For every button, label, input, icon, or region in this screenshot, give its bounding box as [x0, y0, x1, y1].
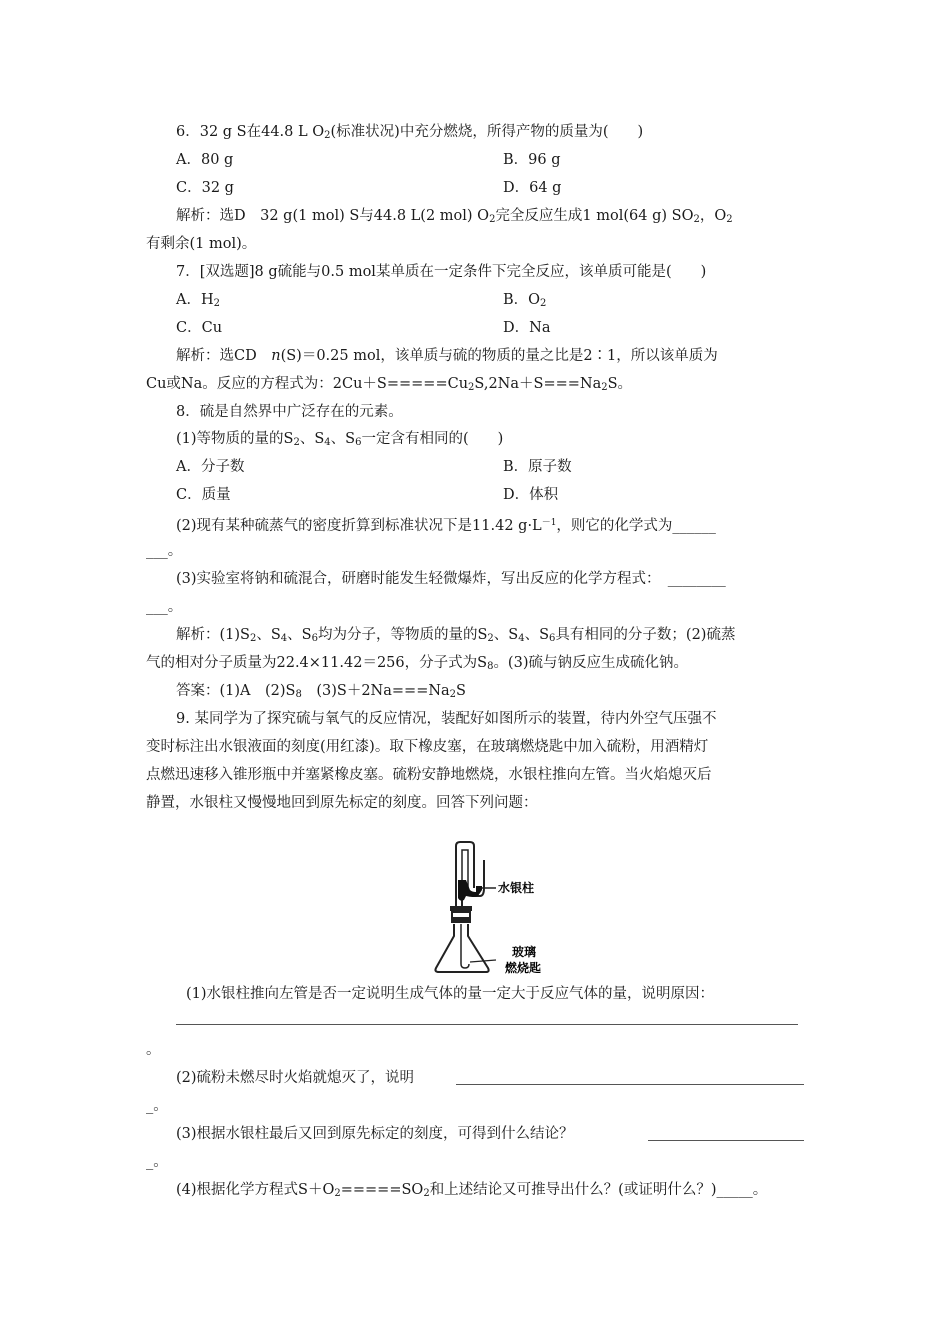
q9-stem-line4: 静置，水银柱又慢慢地回到原先标定的刻度。回答下列问题： — [146, 795, 538, 811]
q7-option-b: B．$O_2$ — [503, 292, 547, 309]
q8-part2-end: ___。 — [146, 543, 183, 559]
q6-option-d: D．64 g — [503, 180, 562, 196]
q8-part1: (1)等物质的量的$S_2$、$S_4$、$S_6$一定含有相同的( ) — [176, 431, 504, 448]
q9-stem-line3: 点燃迅速移入锥形瓶中并塞紧橡皮塞。硫粉安静地燃烧，水银柱推向左管。当火焰熄灭后 — [146, 767, 712, 783]
q8-option-a: A．分子数 — [176, 459, 245, 475]
q8-part3: (3)实验室将钠和硫混合，研磨时能发生轻微爆炸，写出反应的化学方程式： ________ — [176, 571, 726, 587]
q8-option-d: D．体积 — [503, 487, 559, 503]
q9-part3-end: _。 — [146, 1154, 168, 1170]
q9-part2-end: _。 — [146, 1098, 168, 1114]
q6-stem: 6．32 g S在44.8 L $O_2$(标准状况)中充分燃烧，所得产物的质量为( ) — [176, 124, 644, 141]
q8-analysis-line2: 气的相对分子质量为22.4×11.42＝256，分子式为$S_8$。(3)硫与钠反应生成硫化钠。 — [146, 655, 688, 672]
q9-part2: (2)硫粉未燃尽时火焰就熄灭了，说明 — [176, 1070, 415, 1086]
q9-stem-line1: 9. 某同学为了探究硫与氧气的反应情况，装配好如图所示的装置，待内外空气压强不 — [176, 711, 717, 727]
q8-option-b: B．原子数 — [503, 459, 572, 475]
conical-flask — [435, 924, 488, 972]
stopper — [452, 912, 470, 918]
q9-part4: (4)根据化学方程式$S+O_2=====SO_2$和上述结论又可推导出什么？(或证明什么？)_____。 — [176, 1182, 768, 1199]
apparatus-figure — [430, 840, 590, 980]
q9-part1-end: 。 — [146, 1042, 161, 1058]
q8-stem: 8．硫是自然界中广泛存在的元素。 — [176, 404, 403, 420]
mercury-column — [458, 880, 482, 901]
q6-analysis-line1: 解析：选D 32 g(1 mol) S与44.8 L(2 mol) $O_2$完全反应生成1 mol(64 g) $SO_2$，$O_2$ — [176, 208, 733, 225]
q8-option-c: C．质量 — [176, 487, 231, 503]
label-spoon: 燃烧匙 — [505, 961, 542, 975]
q8-answer: 答案：(1)A $(2)S_8$ $(3)S+2Na===Na_2S$ — [176, 683, 466, 700]
q6-analysis-line2: 有剩余(1 mol)。 — [146, 236, 257, 252]
label-glass: 玻璃 — [512, 945, 537, 959]
stopper-bottom — [451, 919, 471, 923]
q7-option-d: D．Na — [503, 320, 551, 336]
q7-analysis-line2: Cu或Na。反应的方程式为：$2Cu+S=====Cu_2S,2Na+S===Na_2S$。 — [146, 376, 633, 393]
q8-analysis-line1: 解析：$(1)S_2$、$S_4$、$S_6$均为分子，等物质的量的$S_2$、$S_4$、$S_6$具有相同的分子数；(2)硫蒸 — [176, 627, 736, 644]
q6-option-b: B．96 g — [503, 152, 561, 168]
stopper-top — [450, 906, 472, 911]
q9-part3: (3)根据水银柱最后又回到原先标定的刻度，可得到什么结论？ — [176, 1126, 574, 1142]
q9-part3-answer-line — [648, 1140, 804, 1141]
q6-option-c: C．32 g — [176, 180, 234, 196]
q9-part1-answer-line — [176, 1024, 798, 1025]
q9-part2-answer-line — [456, 1084, 804, 1085]
q7-analysis-line1: 解析：选CD n(S)＝0.25 mol，该单质与硫的物质的量之比是2∶1，所以该单质为 — [176, 348, 718, 364]
q8-part3-end: ___。 — [146, 599, 183, 615]
q8-part2: (2)现有某种硫蒸气的密度折算到标准状况下是11.42 $g\cdot L^{-1}$，则它的化学式为______ — [176, 518, 716, 534]
q7-stem: 7．[双选题]8 g硫能与0.5 mol某单质在一定条件下完全反应，该单质可能是( ) — [176, 264, 707, 280]
q7-option-c: C．Cu — [176, 320, 223, 336]
q9-part1: (1)水银柱推向左管是否一定说明生成气体的量一定大于反应气体的量，说明原因： — [186, 986, 715, 1002]
q7-option-a: A．$H_2$ — [176, 292, 220, 309]
q9-stem-line2: 变时标注出水银液面的刻度(用红漆)。取下橡皮塞，在玻璃燃烧匙中加入硫粉，用酒精灯 — [146, 739, 709, 755]
q6-option-a: A．80 g — [176, 152, 234, 168]
label-mercury: 水银柱 — [498, 881, 535, 895]
